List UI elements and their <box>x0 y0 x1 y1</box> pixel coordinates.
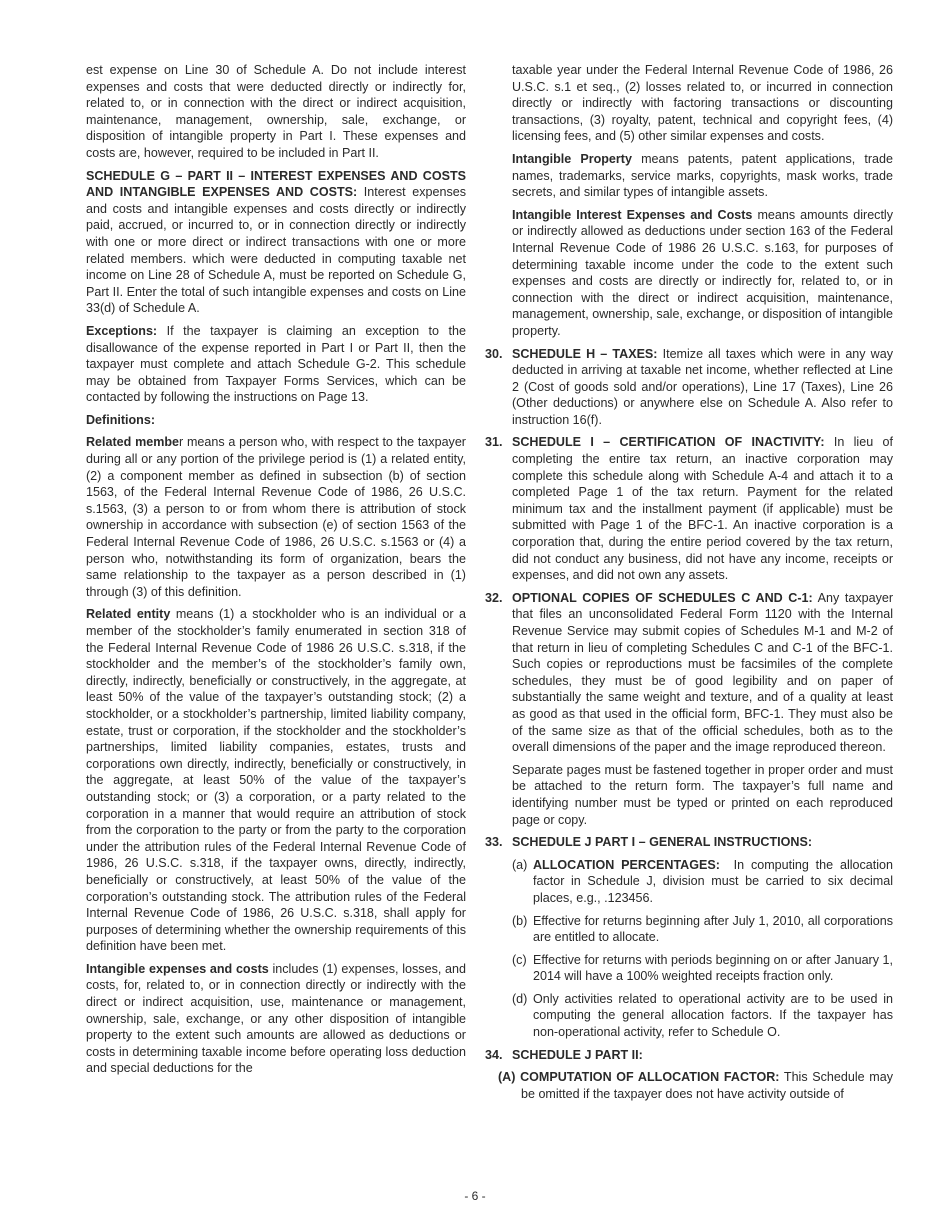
text-schedule-g-part-ii: Interest expenses and costs and intangible expenses and costs directly or indirectly paid, accrued, or incurred to, or in connection directly or indirectly with one or more direct or indirect transactions with one or more related members. which were deducted in computing taxable net income on Line 28 of Schedule A, must be reported on Schedule G, Part II. Enter the total of such intangible expenses and costs on Line 33(d) of Schedule A. <box>86 185 466 316</box>
paragraph-schedule-g-part-ii <box>86 168 466 317</box>
sub-item-label: (d) <box>512 991 528 1006</box>
sub-item-c <box>512 952 893 985</box>
heading-schedule-h: SCHEDULE H – TAXES: <box>512 346 658 361</box>
item-32 <box>485 590 894 756</box>
text-related-entity: means (1) a stockholder who is an individual or a member of the stockholder’s family enumerated in section 318 of the Federal Internal Revenue Code of 1986 26 U.S.C. s.318, if the stockholder and the member’s of the stockholder’s family own, directly, indirectly, beneficially or constructively, in the aggregate, at least 50% of the value of the taxpayer’s outstanding stock; (2) a stockholder, or a stockholder’s partnership, limited liability company, estate, trust or corporation, if the stockholder and the stockholder’s partnerships, limited liability companies, estates, trusts and corporations own directly, indirectly, beneficially or constructively, in the aggregate, at least 50% of the value of the taxpayer’s outstanding stock; or (3) a corporation, or a party related to the corporation in a manner that would require an attribution of stock from the corporation to the party or from the party to the corporation under the attribution rules of the Federal Internal Revenue Code of 1986, 26 U.S.C. s.318, if the taxpayer owns, directly, indirectly, beneficially or constructively, at least 50% of the value of the corporation’s outstanding stock. The attribution rules of the Federal Internal Revenue Code of 1986, 26 U.S.C. s.318, shall apply for purposes of determining whether the ownership requirements of this definition have been met. <box>86 607 466 954</box>
paragraph-separate-pages: Separate pages must be fastened together in proper order and must be attached to the return form. The taxpayer’s full name and identifying number must be typed or printed on each reproduced page or copy. <box>512 762 893 827</box>
paragraph-related-member <box>86 434 466 600</box>
text-schedule-i: In lieu of completing the entire tax return, an inactive corporation may complete this schedule along with Schedule A-4 and attach it to a completed Page 1 of the tax return. Payment for the related minimum tax and the installment payment (if applicable) must be submitted with Page 1 of the BFC-1. An inactive corporation is a corporation that, during the entire period covered by the tax return, did not conduct any business, did not have any income, receipts or expenses, and did not own any assets. <box>512 435 893 583</box>
heading-schedule-g-part-ii: SCHEDULE G – PART II – INTEREST EXPENSES AND COSTS AND INTANGIBLE EXPENSES AND COSTS: <box>86 168 466 200</box>
sub-item-a <box>512 857 893 907</box>
paragraph-intangible-property <box>512 151 893 201</box>
paragraph-intangible-cont: taxable year under the Federal Internal Revenue Code of 1986, 26 U.S.C. s.1 et seq., (2) losses related to, or incurred in connection directly or indirectly with factoring transactions or discounting transactions, (3) royalty, patent, technical and copyright fees, (4) licensing fees, and (5) other similar expenses and costs. <box>512 63 893 144</box>
paragraph-intangible-expenses <box>86 961 466 1077</box>
sub-item-label: (c) <box>512 952 527 967</box>
paragraph-definitions <box>86 412 466 429</box>
item-30 <box>485 346 893 429</box>
heading-definitions: Definitions: <box>86 412 156 427</box>
sub-item-label: (a) <box>512 857 528 872</box>
right-column <box>485 62 894 1102</box>
text-related-member: r means a person who, with respect to the taxpayer during all or any portion of the privilege period is (1) a related entity, (2) a component member as defined in subsection (b) of section 1563, of the Federal Internal Revenue Code of 1986, 26 U.S.C. s.1563, (3) a person to or from whom there is attribution of stock ownership in accordance with subsection (e) of section 1563 of the Federal Internal Revenue Code of 1986, 26 U.S.C. s.1563 or (4) a person who, notwithstanding its form of organization, bears the same relationship to the taxpayer as a person described in (1) through (3) of this definition. <box>86 435 466 599</box>
text-computation-allocation: This Schedule may be omitted if the taxpayer does not have activity outside of <box>521 1070 893 1101</box>
item-number: 33. <box>485 835 503 850</box>
text-schedule-h: Itemize all taxes which were in any way deducted in arriving at taxable net income, whether reflected at Line 2 (Cost of goods sold and/or operations), Line 17 (Taxes), Line 26 (Other deductions) or anywhere else on Schedule A. Also refer to instruction 16(f). <box>512 346 893 427</box>
item-33 <box>485 834 893 851</box>
paragraph-interest-expense-cont: est expense on Line 30 of Schedule A. Do not include interest expenses and costs that were deducted directly or indirectly for, related to, or in connection with the direct or indirect acquisition, maintenance, management, ownership, sale, exchange, or disposition of intangible property in Part I. These expenses and costs are, however, required to be included in Part II. <box>86 63 466 160</box>
text-optional-copies: Any taxpayer that files an unconsolidated Federal Form 1120 with the Internal Revenue Service may submit copies of Schedules M-1 and M-2 of that return in lieu of completing Schedules C and C-1 of the BFC-1. Such copies or reproductions must be facsimiles of the complete schedules, they must be of good legibility and on paper of substantially the same weight and texture, and of a quality at least as good as that used in the official form, BFC-1. They must also be of the same size as that of the official schedules, both as to the overall dimensions of the paper and the image reproduced thereon. <box>512 590 894 755</box>
text-intangible-expenses: includes (1) expenses, losses, and costs, for, related to, or in connection directly or indirectly with the direct or indirect acquisition, use, maintenance or management, ownership, sale, exchange, or any other disposition of intangible property to the extent such amounts are allowed as deductions or costs in determining taxable income before operating loss deduction and special deductions for the <box>86 961 466 1076</box>
text-sub-item-b: Effective for returns beginning after July 1, 2010, all corporations are entitled to allocate. <box>533 913 893 945</box>
sub-item-d <box>512 991 893 1041</box>
item-34 <box>485 1047 893 1064</box>
left-column <box>86 62 466 1083</box>
item-31 <box>485 434 893 583</box>
sub-item-label: (b) <box>512 913 528 928</box>
heading-schedule-i: SCHEDULE I – CERTIFICATION OF INACTIVITY: <box>512 435 825 450</box>
text-allocation-percentages: In computing the allocation factor in Schedule J, division must be carried to six decimal places, e.g., .123456. <box>533 857 893 905</box>
item-number: 34. <box>485 1047 503 1062</box>
text-intangible-property: means patents, patent applications, trade names, trademarks, service marks, copyrights, mask works, trade secrets, and similar types of intangible assets. <box>512 151 893 200</box>
text-sub-item-d: Only activities related to operational activity are to be used in computing the general allocation factors. If the taxpayer has non-operational activity, refer to Schedule O. <box>533 991 893 1040</box>
item-number: 31. <box>485 435 503 450</box>
heading-exceptions: Exceptions: <box>86 323 158 338</box>
heading-schedule-j-part-i: SCHEDULE J PART I – GENERAL INSTRUCTIONS: <box>512 835 812 850</box>
sub-item-b <box>512 913 893 946</box>
page-number: - 6 - <box>464 1189 486 1203</box>
term-intangible-property: Intangible Property <box>512 151 632 166</box>
paragraph-related-entity <box>86 606 466 954</box>
heading-schedule-j-part-ii: SCHEDULE J PART II: <box>512 1047 643 1062</box>
item-number: 30. <box>485 346 503 361</box>
term-related-entity: Related entity <box>86 607 171 622</box>
paragraph-exceptions <box>86 323 466 406</box>
term-related-member: Related membe <box>86 435 180 450</box>
text-sub-item-c: Effective for returns with periods beginning on or after January 1, 2014 will have a 100% weighted receipts fraction only. <box>533 952 893 984</box>
text-intangible-interest: means amounts directly or indirectly allowed as deductions under section 163 of the Federal Internal Revenue Code of 1986 26 U.S.C. s.163, for purposes of determining taxable income under the code to the extent such expenses and costs are directly or indirectly for, related to, or in connection with the direct or indirect acquisition, maintenance, management, ownership, sale, exchange, or disposition of intangible property. <box>512 207 893 338</box>
heading-optional-copies: OPTIONAL COPIES OF SCHEDULES C AND C-1: <box>512 590 813 605</box>
sub-item-computation <box>498 1069 893 1102</box>
heading-computation-allocation: (A) COMPUTATION OF ALLOCATION FACTOR: <box>498 1070 780 1085</box>
text-exceptions: If the taxpayer is claiming an exception to the disallowance of the expense reported in Part I or Part II, then the taxpayer must complete and attach Schedule G-2. This schedule may be obtained from Taxpayer Forms Services, which can be contacted by following the instructions on Page 13. <box>86 323 466 405</box>
term-intangible-interest: Intangible Interest Expenses and Costs <box>512 207 753 222</box>
paragraph-intangible-interest <box>512 207 893 340</box>
heading-allocation-percentages: ALLOCATION PERCENTAGES: <box>533 857 720 872</box>
term-intangible-expenses: Intangible expenses and costs <box>86 961 269 976</box>
item-number: 32. <box>485 590 503 605</box>
